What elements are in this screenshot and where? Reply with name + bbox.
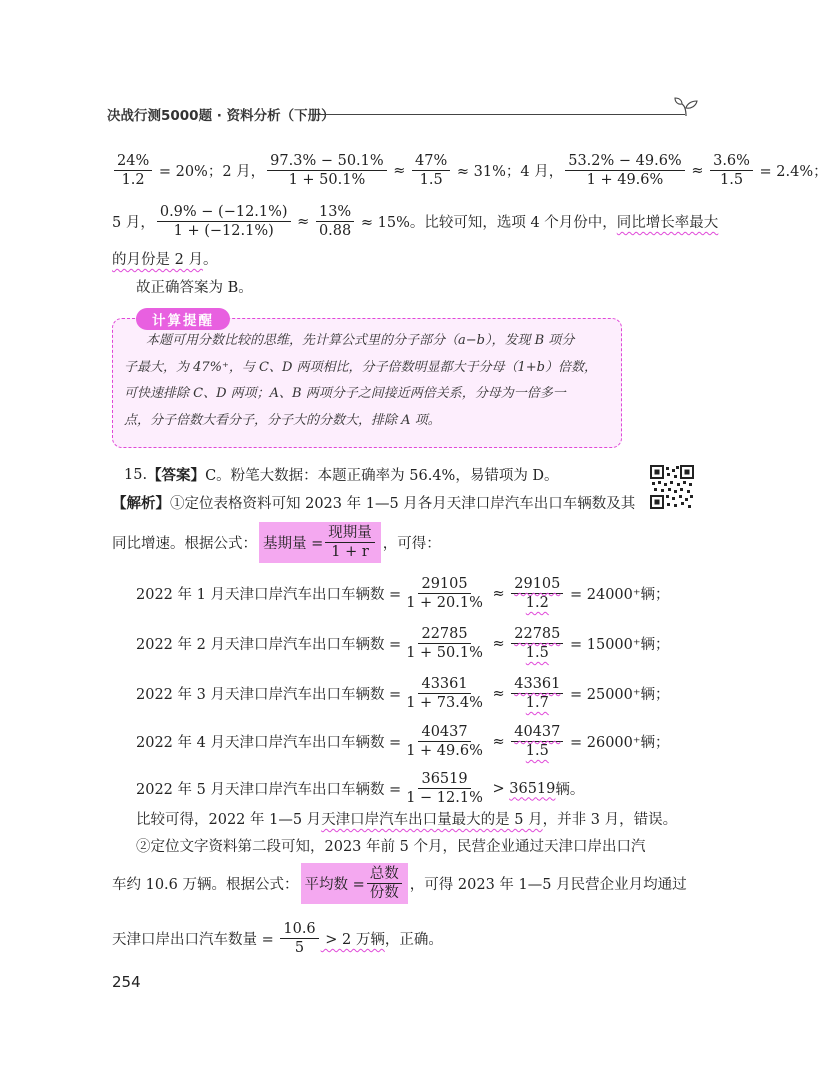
fraction: $\frac{43361}{1.7}$ [511, 675, 563, 712]
text: ①定位表格资料可知 2023 年 1—5 月各月天津口岸汽车出口车辆数及其 [170, 496, 636, 512]
formula-line-1 [112, 152, 828, 189]
text: 平均数 = [304, 877, 365, 894]
analysis-line-2 [112, 522, 441, 563]
text: = 2.4%； [754, 164, 828, 181]
formula-highlight-average [301, 863, 408, 904]
text: = 15000⁺辆； [565, 637, 670, 654]
text: 辆。 [555, 782, 585, 799]
fraction: $\frac{47\%}{1.5}$ [412, 152, 450, 189]
tip-tab-label: 计算提醒 [136, 308, 230, 330]
text: = 26000⁺辆； [565, 735, 670, 752]
text-line-3 [112, 248, 217, 269]
tip-line: 可快速排除 C、D 两项；A、B 两项分子之间接近两倍关系，分母为一倍多一 [124, 386, 566, 401]
text: 5 月， [112, 215, 155, 232]
fraction: $\frac{3.6\%}{1.5}$ [710, 152, 753, 189]
q15-answer-line [124, 464, 559, 485]
text: 2022 年 3 月天津口岸汽车出口车辆数 = [136, 687, 402, 704]
text: 2022 年 4 月天津口岸汽车出口车辆数 = [136, 735, 402, 752]
comparison-line [136, 808, 677, 829]
fraction: $\frac{24\%}{1.2}$ [114, 152, 152, 189]
tip-line: 子最大，为 47%⁺，与 C、D 两项相比，分子倍数明显都大于分母（1+b）倍数， [124, 359, 598, 375]
text: ≈ [487, 685, 510, 702]
fraction: $\frac{97.3\% - 50.1\%}{1 + 50.1\%}$ [267, 152, 387, 189]
text: C。粉笔大数据：本题正确率为 56.4%，易错项为 D。 [205, 468, 559, 484]
text: 同比增速。根据公式： [112, 536, 257, 553]
text: ，可得： [382, 536, 441, 553]
formula-line-2 [112, 203, 718, 240]
text: ≈ 15%。比较可知，选项 4 个月份中， [356, 215, 617, 232]
fraction: $\frac{36519}{1 - 12.1\%}$ [406, 771, 483, 807]
analysis-line-3 [136, 835, 645, 856]
book-title: 决战行测5000题 · 资料分析（下册） [107, 108, 335, 124]
text: 2022 年 1 月天津口岸汽车出口车辆数 = [136, 587, 402, 604]
text: ，可得 2023 年 1—5 月民营企业月均通过 [409, 877, 687, 894]
fraction: $\frac{40437}{1 + 49.6\%}$ [406, 724, 483, 760]
text: ≈ [487, 635, 510, 652]
analysis-line-5 [112, 920, 443, 957]
calc-row [136, 575, 670, 612]
analysis-line-1 [112, 492, 635, 513]
text: ，并非 3 月，错误。 [542, 812, 678, 828]
text: 比较可得，2022 年 1—5 月 [136, 812, 322, 828]
wavy-underline-text: 36519 [509, 780, 556, 797]
fraction: $\frac{\text{总数}}{\text{份数}}$ [367, 865, 402, 902]
analysis-label: 【解析】 [112, 495, 170, 512]
calc-row [136, 770, 584, 807]
text: 故正确答案为 B。 [136, 280, 253, 296]
tip-line: 点，分子倍数大看分子，分子大的分数大，排除 A 项。 [124, 412, 441, 428]
calc-row [136, 625, 670, 662]
answer-line [136, 276, 253, 297]
page-number: 254 [112, 973, 141, 991]
fraction: $\frac{53.2\% - 49.6\%}{1 + 49.6\%}$ [565, 152, 685, 189]
text: 天津口岸出口汽车数量 = [112, 932, 279, 949]
fraction: $\frac{22785}{1 + 50.1\%}$ [406, 626, 483, 662]
text: 2022 年 2 月天津口岸汽车出口车辆数 = [136, 637, 402, 654]
fraction: $\frac{29105}{1.2}$ [511, 575, 563, 612]
text: ≈ [487, 733, 510, 750]
fraction: $\frac{22785}{1.5}$ [511, 625, 563, 662]
calc-row [136, 675, 670, 712]
fraction: $\frac{43361}{1 + 73.4\%}$ [406, 676, 483, 712]
text: 基期量 = [263, 536, 324, 553]
text: ≈ [487, 585, 510, 602]
answer-label: 【答案】 [147, 467, 206, 484]
wavy-underline-text: 的月份是 2 月 [112, 252, 203, 268]
qr-code-icon[interactable] [650, 465, 694, 509]
tip-line: 本题可用分数比较的思维，先计算公式里的分子部分（a−b），发现 B 项分 [146, 333, 575, 348]
fraction: $\frac{29105}{1 + 20.1\%}$ [406, 576, 483, 612]
text: = 25000⁺辆； [565, 687, 670, 704]
text: ≈ [686, 162, 709, 179]
wavy-underline-text: 天津口岸汽车出口量最大的是 5 月 [321, 812, 543, 828]
text: 车约 10.6 万辆。根据公式： [112, 877, 299, 894]
fraction: $\frac{40437}{1.5}$ [511, 723, 563, 760]
fraction: $\frac{\text{现期量}}{1 + r}$ [325, 524, 375, 561]
sprout-icon [673, 96, 699, 118]
text: = 20%；2 月， [154, 164, 266, 181]
text: = 24000⁺辆； [565, 587, 670, 604]
running-header [107, 104, 697, 128]
header-rule [317, 114, 685, 115]
text: ≈ [388, 162, 411, 179]
fraction: $\frac{13\%}{0.88}$ [316, 203, 354, 240]
text: > [487, 780, 510, 797]
text: 2022 年 5 月天津口岸汽车出口车辆数 = [136, 782, 402, 799]
analysis-line-4 [112, 863, 687, 904]
fraction: $\frac{0.9\% - (-12.1\%)}{1 + (-12.1\%)}$ [157, 203, 291, 240]
question-number: 15. [124, 466, 148, 483]
tip-content [124, 328, 612, 434]
text: ②定位文字资料第二段可知，2023 年前 5 个月，民营企业通过天津口岸出口汽 [136, 839, 646, 855]
wavy-underline-text: 同比增长率最大 [616, 215, 719, 232]
wavy-underline-text: > 2 万辆 [320, 932, 385, 949]
text: ≈ [292, 213, 314, 230]
calc-row [136, 723, 670, 760]
text: ≈ 31%；4 月， [452, 164, 564, 181]
formula-highlight-base [259, 522, 381, 563]
text: ，正确。 [384, 932, 443, 949]
text: 。 [202, 252, 218, 268]
fraction: $\frac{10.6}{5}$ [280, 920, 318, 957]
